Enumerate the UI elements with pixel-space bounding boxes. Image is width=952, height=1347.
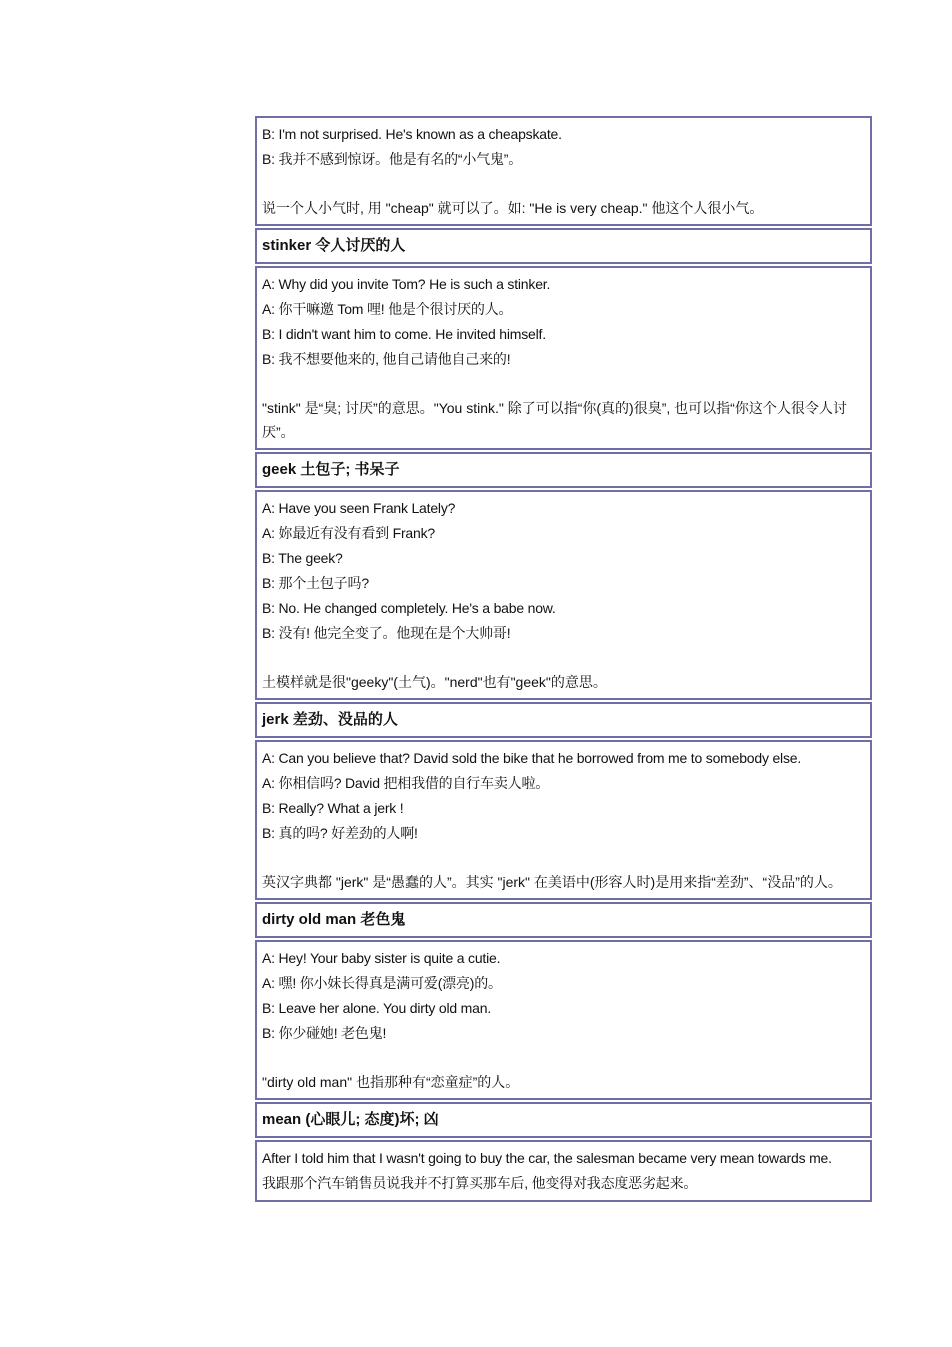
dialogue-line: A: Hey! Your baby sister is quite a cutie. (262, 950, 501, 966)
term-heading-stinker: stinker 令人讨厌的人 (255, 228, 872, 264)
usage-note: "stink" 是“臭; 讨厌”的意思。"You stink." 除了可以指“你(真的)很臭”, 也可以指“你这个人很令人讨厌”。 (262, 400, 847, 440)
usage-note: 土模样就是很"geeky"(土气)。"nerd"也有"geek"的意思。 (262, 674, 607, 690)
dialogue-line: A: Can you believe that? David sold the bike that he borrowed from me to somebody else. (262, 750, 802, 766)
content-cell-dirty-old-man (255, 940, 872, 1100)
dialogue-line: A: Have you seen Frank Lately? (262, 500, 456, 516)
dialogue-line: A: 妳最近有没有看到 Frank? (262, 525, 435, 541)
dialogue-line: A: 你干嘛邀 Tom 哩! 他是个很讨厌的人。 (262, 301, 513, 317)
dialogue-line: A: 嘿! 你小妹长得真是满可爱(漂亮)的。 (262, 975, 502, 991)
example-line: After I told him that I wasn't going to buy the car, the salesman became very mean towards me. (262, 1150, 832, 1166)
usage-note: 英汉字典都 "jerk" 是“愚蠢的人”。其实 "jerk" 在美语中(形容人时)是用来指“差劲”、“没品”的人。 (262, 874, 842, 890)
example-line: 我跟那个汽车销售员说我并不打算买那车后, 他变得对我态度恶劣起来。 (262, 1175, 698, 1191)
dialogue-line: B: Really? What a jerk ! (262, 800, 404, 816)
dialogue-line: B: 真的吗? 好差劲的人啊! (262, 825, 418, 841)
dialogue-line: B: I didn't want him to come. He invited himself. (262, 326, 546, 342)
content-cell-stinker (255, 266, 872, 450)
vocabulary-table (255, 116, 872, 1204)
content-cell-jerk (255, 740, 872, 900)
dialogue-line: B: The geek? (262, 550, 343, 566)
content-cell-mean (255, 1140, 872, 1202)
content-cell-cheapskate (255, 116, 872, 226)
dialogue-line: A: 你相信吗? David 把相我借的自行车卖人啦。 (262, 775, 550, 791)
usage-note: "dirty old man" 也指那种有“恋童症”的人。 (262, 1074, 520, 1090)
dialogue-line: B: 没有! 他完全变了。他现在是个大帅哥! (262, 625, 511, 641)
dialogue-line: B: 你少碰她! 老色鬼! (262, 1025, 387, 1041)
term-heading-geek: geek 土包子; 书呆子 (255, 452, 872, 488)
usage-note: 说一个人小气时, 用 "cheap" 就可以了。如: "He is very cheap." 他这个人很小气。 (262, 200, 764, 216)
dialogue-line: B: 我并不感到惊讶。他是有名的“小气鬼”。 (262, 151, 523, 167)
term-heading-dirty-old-man: dirty old man 老色鬼 (255, 902, 872, 938)
content-cell-geek (255, 490, 872, 700)
dialogue-line: B: 那个土包子吗? (262, 575, 369, 591)
dialogue-line: B: Leave her alone. You dirty old man. (262, 1000, 492, 1016)
dialogue-line: B: No. He changed completely. He's a babe now. (262, 600, 556, 616)
dialogue-line: A: Why did you invite Tom? He is such a stinker. (262, 276, 551, 292)
dialogue-line: B: I'm not surprised. He's known as a cheapskate. (262, 126, 562, 142)
dialogue-line: B: 我不想要他来的, 他自己请他自己来的! (262, 351, 511, 367)
term-heading-mean: mean (心眼儿; 态度)坏; 凶 (255, 1102, 872, 1138)
term-heading-jerk: jerk 差劲、没品的人 (255, 702, 872, 738)
